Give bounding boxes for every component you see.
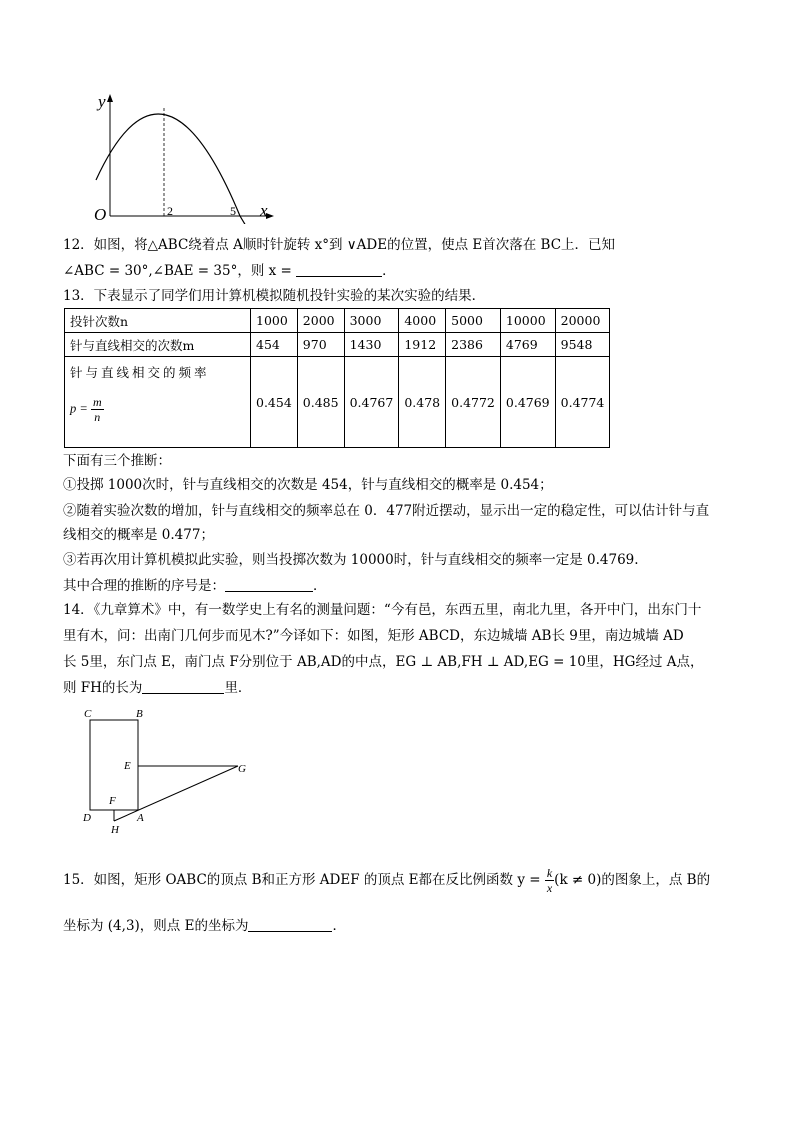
q14-end: 里． — [224, 680, 252, 696]
table-cell: 4769 — [500, 333, 555, 357]
table-cell: 970 — [297, 333, 344, 357]
y-label: y — [98, 92, 106, 111]
q13-end: ． — [313, 578, 327, 594]
q15-text-a: 15．如图，矩形 OABC的顶点 B和正方形 ADEF 的顶点 E都在反比例函数 y = — [63, 872, 541, 888]
table-cell: 9548 — [555, 333, 610, 357]
table-row-frequency — [65, 357, 610, 448]
table-cell: 10000 — [500, 309, 555, 333]
q13-question — [63, 577, 327, 595]
label-c: C — [84, 708, 92, 720]
q12-answer-blank[interactable] — [296, 262, 382, 277]
parabola-graph — [88, 88, 278, 224]
q13-inference-1: ①投掷 1000次时，针与直线相交的次数是 454，针与直线相交的概率是 0.454； — [63, 477, 553, 493]
table-cell: 20000 — [555, 309, 610, 333]
q13-inference-2a: ②随着实验次数的增加，针与直线相交的频率总在 0．477附近摆动，显示出一定的稳定性，可以估计针与直 — [63, 503, 710, 519]
q12-end: ． — [382, 263, 396, 279]
label-a: A — [137, 812, 144, 824]
q12-line1: 12．如图，将△ABC绕着点 A顺时针旋转 x°到 ∨ADE的位置，使点 E首次落在 BC上．已知 — [63, 237, 616, 253]
origin-label: O — [94, 205, 107, 224]
table-cell: 0.485 — [297, 357, 344, 448]
table-cell: 0.4772 — [446, 357, 501, 448]
table-row-intersections — [65, 333, 610, 357]
table-cell: 454 — [251, 333, 298, 357]
label-b: B — [136, 708, 143, 720]
q15-text: 坐标为 (4,3)，则点 E的坐标为 — [63, 918, 249, 934]
table-cell: 2000 — [297, 309, 344, 333]
q13-intro: 13．下表显示了同学们用计算机模拟随机投针实验的某次实验的结果． — [63, 288, 486, 304]
q15-answer-blank[interactable] — [248, 917, 332, 932]
table-cell: 5000 — [446, 309, 501, 333]
label-f: F — [109, 795, 116, 807]
formula-p: p = — [70, 401, 88, 416]
table-cell: 4000 — [399, 309, 446, 333]
table-cell: 0.4774 — [555, 357, 610, 448]
q14-answer-blank[interactable] — [142, 679, 224, 694]
q13-inferences-intro: 下面有三个推断： — [63, 453, 171, 469]
q12-line2 — [63, 262, 396, 280]
tick-label-5: 5 — [230, 204, 236, 218]
q14-text: 则 FH的长为 — [63, 680, 143, 696]
q14-line2: 里有木，问：出南门几何步而见木?”今译如下：如图，矩形 ABCD，东边城墙 AB长 9里，南边城墙 AD — [63, 628, 684, 644]
label-h: H — [111, 824, 119, 836]
y-axis-arrow — [107, 94, 113, 102]
q14-line3: 长 5里，东门点 E，南门点 F分别位于 AB,AD的中点，EG ⊥ AB,FH ⊥ AD,EG = 10里，HG经过 A点， — [63, 654, 704, 670]
table-cell: 2386 — [446, 333, 501, 357]
table-cell: 0.4767 — [344, 357, 399, 448]
table-cell: 1000 — [251, 309, 298, 333]
label-g: G — [238, 763, 246, 775]
q15-fraction: $\frac{k}{x}$ — [546, 866, 553, 895]
q14-line4 — [63, 679, 251, 697]
frequency-formula — [70, 395, 245, 424]
table-row-label: 针与直线相交的次数m — [65, 333, 251, 357]
q14-line1: 14．《九章算术》中，有一数学史上有名的测量问题：“今有邑，东西五里，南北九里，各开中门，出东门十 — [63, 602, 702, 618]
q13-answer-blank[interactable] — [225, 577, 313, 592]
label-d: D — [83, 812, 91, 824]
table-cell: 0.478 — [399, 357, 446, 448]
table-cell: 0.4769 — [500, 357, 555, 448]
q15-end: ． — [332, 918, 346, 934]
table-cell: 1430 — [344, 333, 399, 357]
frequency-label: 针与直线相交的频率 — [70, 365, 210, 380]
table-header-label: 投针次数n — [65, 309, 251, 333]
q15-line2 — [63, 917, 346, 935]
label-e: E — [124, 760, 131, 772]
formula-fraction: $\frac{m}{n}$ — [92, 395, 102, 424]
table-row-throws — [65, 309, 610, 333]
q15-line1 — [63, 866, 710, 895]
table-cell: 0.454 — [251, 357, 298, 448]
table-cell: 3000 — [344, 309, 399, 333]
table-row-label-frequency — [65, 357, 251, 448]
city-diagram — [78, 704, 258, 840]
q15-text-b: (k ≠ 0)的图象上，点 B的 — [554, 872, 711, 888]
experiment-table — [64, 308, 610, 448]
q13-inference-2b: 线相交的概率是 0.477； — [63, 527, 214, 543]
tick-label-2: 2 — [167, 204, 173, 218]
table-cell: 1912 — [399, 333, 446, 357]
q13-inference-3: ③若再次用计算机模拟此实验，则当投掷次数为 10000时，针与直线相交的频率一定是 0.4769. — [63, 552, 639, 568]
q13-question-text: 其中合理的推断的序号是： — [63, 578, 225, 594]
segment-hg — [114, 766, 238, 821]
q12-text: ∠ABC = 30°,∠BAE = 35°，则 x = — [63, 263, 297, 279]
x-label: x — [260, 201, 268, 220]
